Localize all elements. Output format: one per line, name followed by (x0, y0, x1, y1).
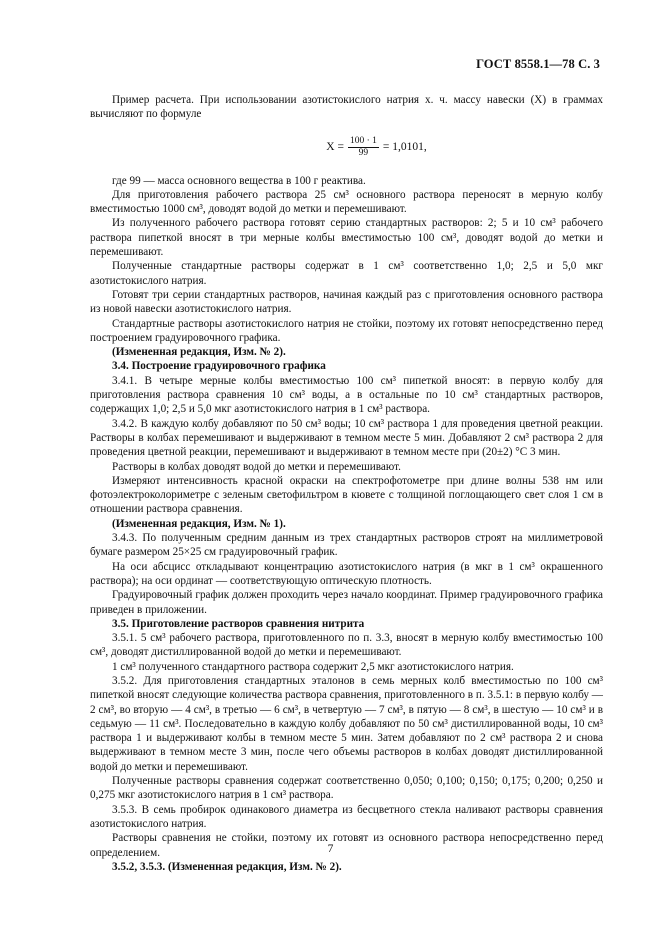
document-body (90, 93, 603, 874)
paragraph: Растворы сравнения не стойки, поэтому их готовят из основного раствора непосредственно перед определением. (90, 832, 603, 859)
paragraph: 3.5.2. Для приготовления стандартных эталонов в семь мерных колб вместимостью по 100 см³ пипеткой вносят следующие количества раствора сравнения, приготовленного в п. 3.5.1: в первую колбу — 2 см³, во вторую — 4 см³, в третью — 6 см³, в четвертую — 7 см³, в пятую — 8 см³, в шестую — 10 см³ и в седьмую — 11 см³. Последовательно в каждую колбу добавляют по 50 см³ дистиллированной воды, 10 см³ раствора 1 и выдерживают колбы в темном месте 5 мин. Затем добавляют по 2 см³ раствора 2 и снова выдерживают в темном месте 3 мин, после чего объемы растворов в колбах доводят дистиллированной водой до метки и перемешивают. (90, 674, 603, 773)
page-number: 7 (327, 843, 334, 855)
paragraph: Готовят три серии стандартных растворов, начиная каждый раз с приготовления основного раствора из новой навески азотистокислого натрия. (90, 288, 603, 316)
revision-note: (Измененная редакция, Изм. № 2). (112, 346, 286, 359)
paragraph: 3.4.1. В четыре мерные колбы вместимостью 100 см³ пипеткой вносят: в первую колбу для приготовления раствора сравнения 10 см³ воды, а в остальные по 10 см³ стандартных растворов, содержащих 1,0; 2,5 и 5,0 мкг азотистокислого натрия в 1 см³ раствора. (90, 374, 603, 416)
paragraph: 3.5.1. 5 см³ рабочего раствора, приготовленного по п. 3.3, вносят в мерную колбу вместимостью 100 см³, доводят дистиллированной водой до метки и перемешивают. (90, 632, 603, 659)
paragraph: Растворы в колбах доводят водой до метки и перемешивают. (112, 460, 401, 473)
paragraph: Для приготовления рабочего раствора 25 см³ основного раствора переносят в мерную колбу вместимостью 1000 см³, доводят водой до метки и перемешивают. (90, 188, 603, 216)
paragraph: где 99 — масса основного вещества в 100 г реактива. (112, 174, 366, 187)
paragraph: На оси абсцисс откладывают концентрацию азотистокислого натрия (в мкг в 1 см³ окрашенного раствора); на оси ординат — соответствующую оптическую плотность. (90, 560, 603, 587)
formula-denominator: 99 (358, 148, 369, 159)
paragraph: Градуировочный график должен проходить через начало координат. Пример градуировочного графика приведен в приложении. (90, 589, 603, 616)
formula-rhs: = 1,0101, (382, 141, 427, 154)
formula-numerator: 100 · 1 (349, 136, 377, 147)
section-heading: 3.4. Построение градуировочного графика (112, 360, 326, 373)
formula-lhs: X = (326, 141, 344, 154)
paragraph: Стандартные растворы азотистокислого натрия не стойки, поэтому их готовят непосредственно перед построением градуировочного графика. (90, 317, 603, 344)
paragraph: Полученные растворы сравнения содержат соответственно 0,050; 0,100; 0,150; 0,175; 0,200; 0,250 и 0,275 мкг азотистокислого натрия в 1 см³ раствора. (90, 775, 603, 802)
paragraph: Полученные стандартные растворы содержат в 1 см³ соответственно 1,0; 2,5 и 5,0 мкг азотистокислого натрия. (90, 260, 603, 287)
section-heading: 3.5. Приготовление растворов сравнения нитрита (112, 617, 365, 630)
formula-fraction (348, 136, 379, 159)
paragraph: Измеряют интенсивность красной окраски на спектрофотометре при длине волны 538 нм или фотоэлектроколориметре с зеленым светофильтром в кювете с толщиной поглощающего свет слоя 1 см в отношении раствора сравнения. (90, 474, 603, 516)
revision-note: (Измененная редакция, Изм. № 1). (112, 517, 286, 530)
paragraph: 3.4.2. В каждую колбу добавляют по 50 см³ воды; 10 см³ раствора 1 для проведения цветной реакции. Растворы в колбах перемешивают и выдерживают в темном месте 5 мин. Добавляют 2 см³ раствора 2 для проведения цветной реакции, перемешивают и выдерживают в темном месте при (20±2) °С 3 мин. (90, 417, 603, 459)
paragraph: 3.5.3. В семь пробирок одинакового диаметра из бесцветного стекла наливают растворы сравнения азотистокислого натрия. (90, 803, 603, 830)
paragraph: 1 см³ полученного стандартного раствора содержит 2,5 мкг азотистокислого натрия. (112, 660, 514, 673)
document-header: ГОСТ 8558.1—78 С. 3 (476, 57, 600, 71)
paragraph-calc-example: Пример расчета. При использовании азотистокислого натрия х. ч. массу навески (X) в граммах вычисляют по формуле (90, 94, 603, 121)
revision-note: 3.5.2, 3.5.3. (Измененная редакция, Изм. № 2). (112, 860, 342, 873)
formula (150, 126, 603, 170)
paragraph: Из полученного рабочего раствора готовят серию стандартных растворов: 2; 5 и 10 см³ рабочего раствора пипеткой вносят в три мерные колбы вместимостью 100 см³, доводят водой до метки и перемешивают. (90, 217, 603, 259)
paragraph: 3.4.3. По полученным средним данным из трех стандартных растворов строят на миллиметровой бумаге размером 25×25 см градуировочный график. (90, 532, 603, 559)
